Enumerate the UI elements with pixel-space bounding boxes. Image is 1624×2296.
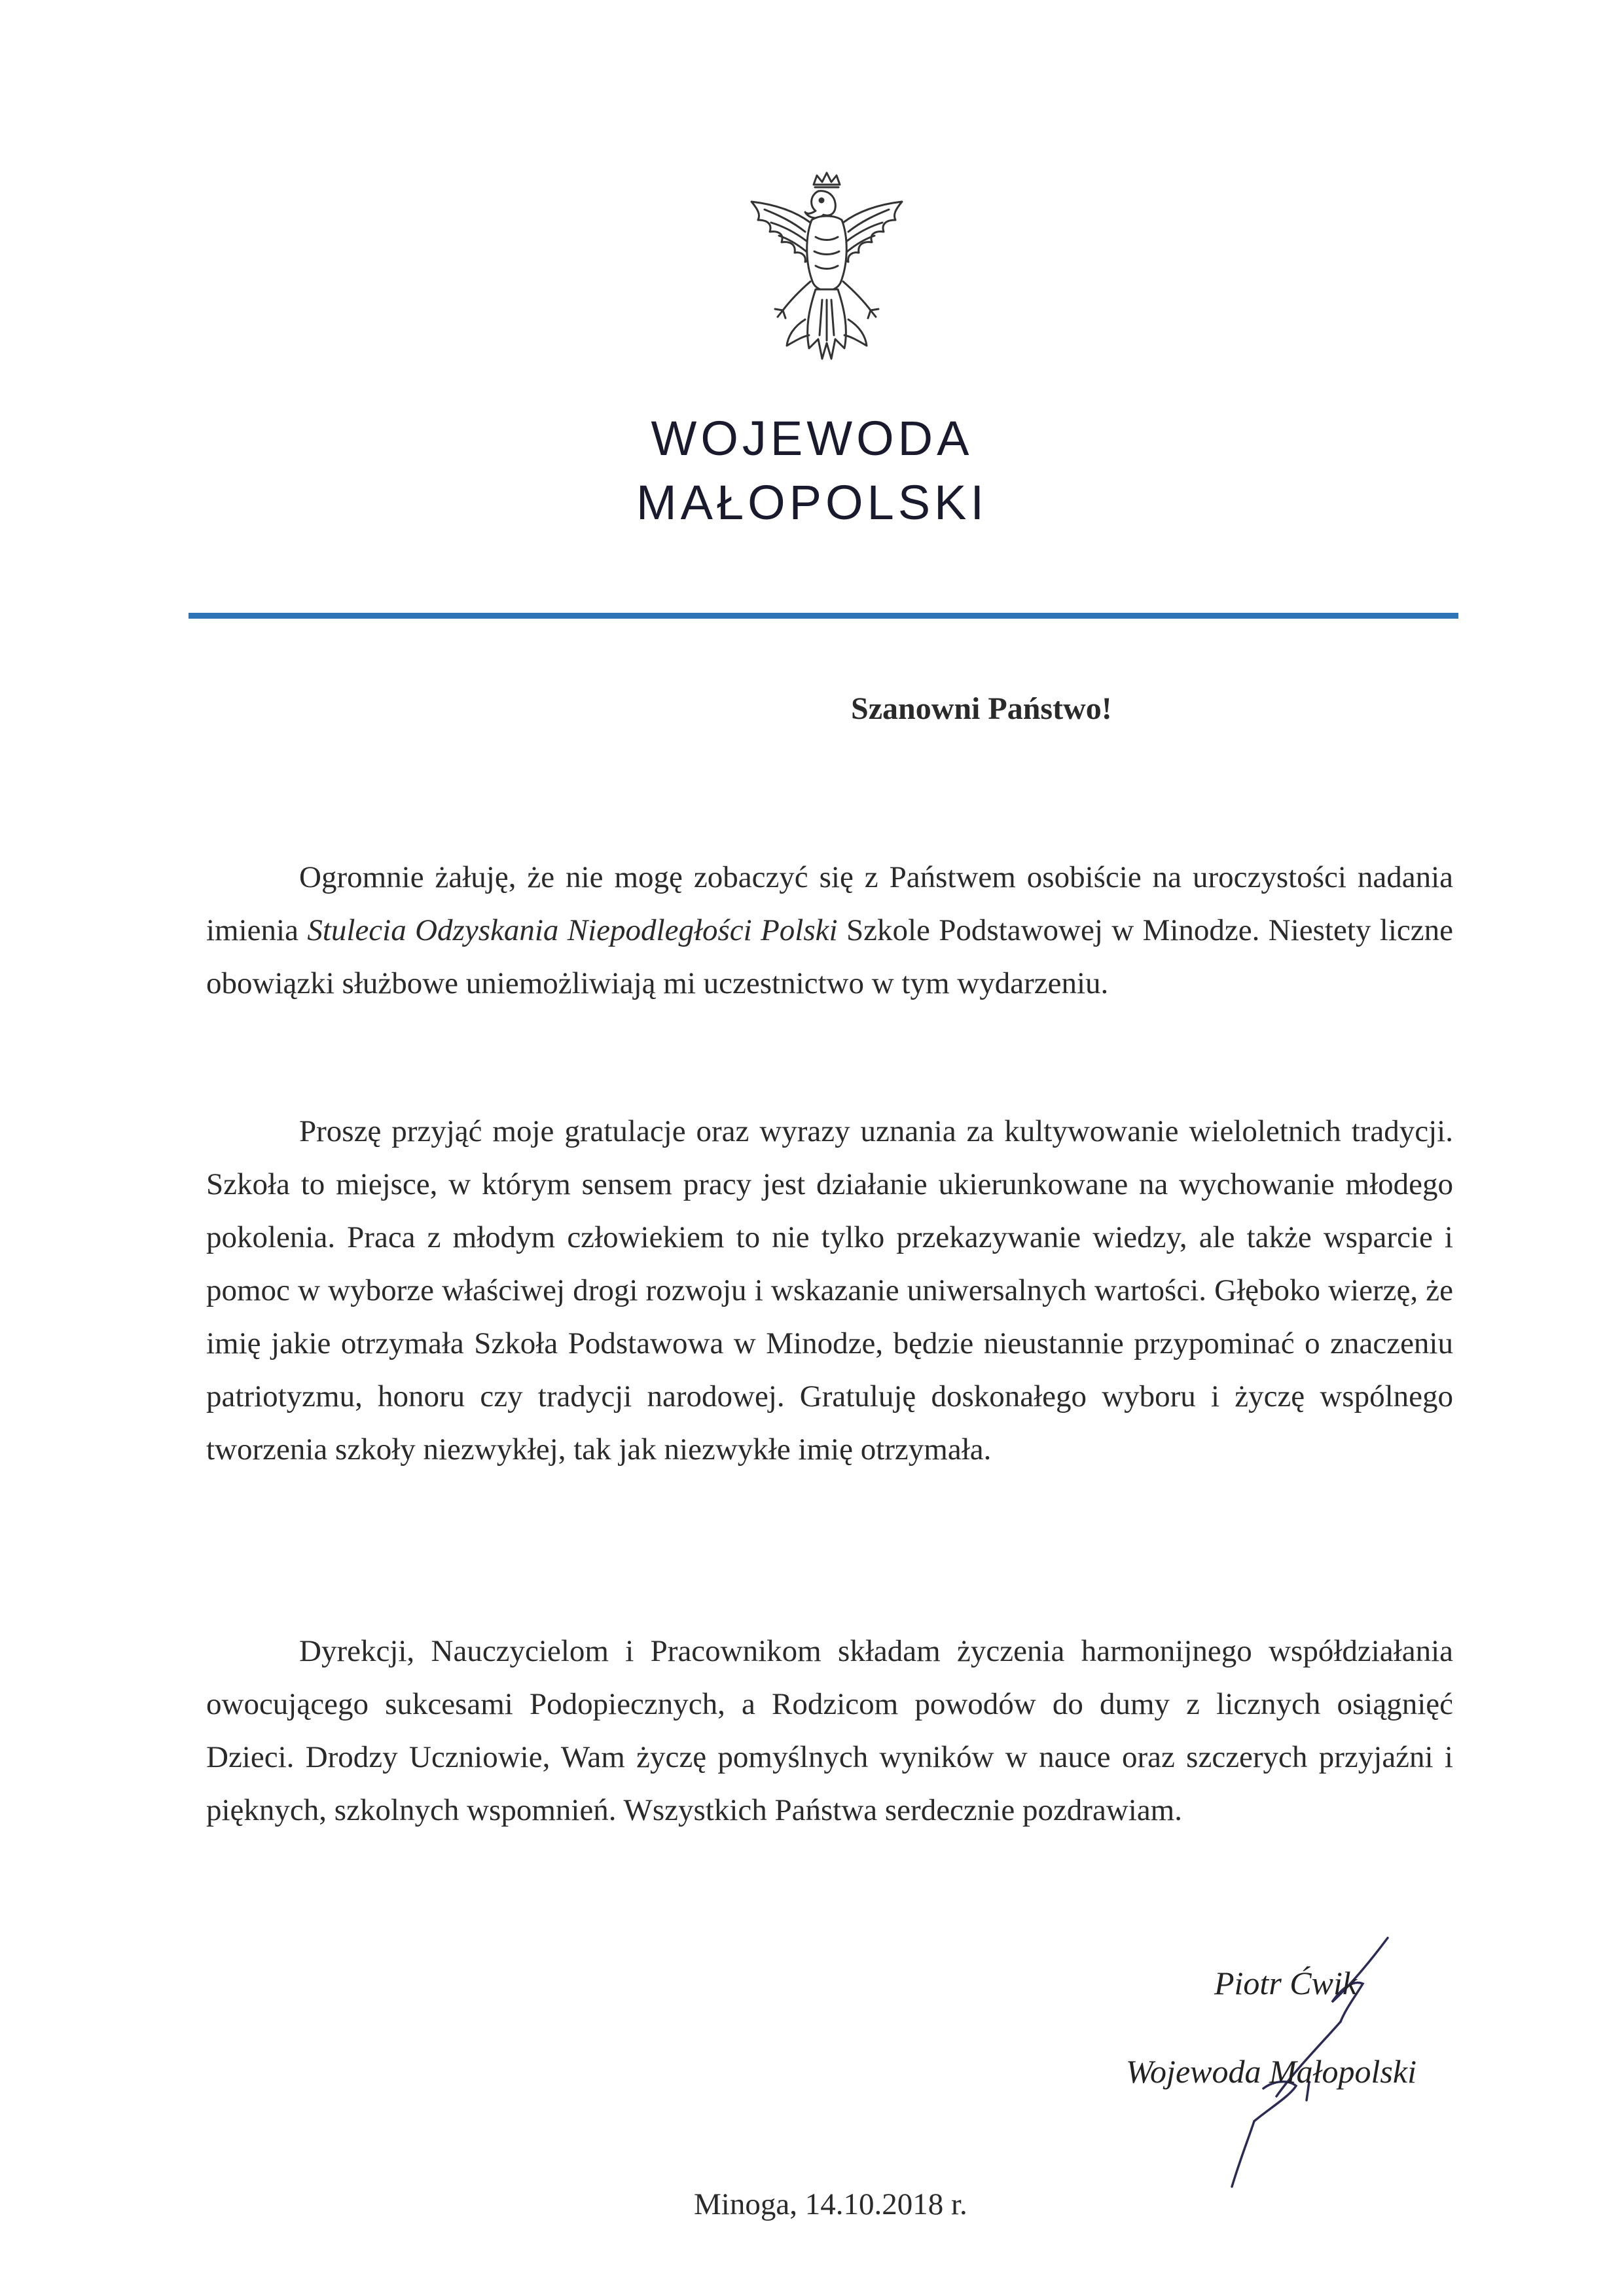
paragraph-1-text-end: Szkole Podstawowej w Minodze. Niestety liczne obowiązki służbowe uniemożliwiają mi uczestnictwo w tym wydarzeniu. — [206, 913, 1453, 1000]
school-name-italic: Stulecia Odzyskania Niepodległości Polski — [307, 913, 838, 947]
salutation: Szanowni Państwo! — [851, 691, 1112, 726]
place-and-date: Minoga, 14.10.2018 r. — [694, 2187, 967, 2221]
paragraph-3: Dyrekcji, Nauczycielom i Pracownikom składam życzenia harmonijnego współdziałania owocującego sukcesami Podopiecznych, a Rodzicom powodów do dumy z licznych osiągnięć Dzieci. Drodzy Uczniowie, Wam życzę pomyślnych wyników w nauce oraz szczerych przyjaźni i pięknych, szkolnych wspomnień. Wszystkich Państwa serdecznie pozdrawiam. — [206, 1634, 1453, 1827]
header-divider — [189, 613, 1458, 619]
white-eagle-emblem-icon — [732, 172, 922, 381]
paragraph-1-text-start: Ogromnie żałuję, że nie mogę zobaczyć się z Państwem osobiście na uroczystości nadania imienia — [206, 860, 1453, 947]
paragraph-2: Proszę przyjąć moje gratulacje oraz wyrazy uznania za kultywowanie wieloletnich tradycji. Szkoła to miejsce, w którym sensem pracy jest działanie ukierunkowane na wychowanie młodego pokolenia. Praca z młodym człowiekiem to nie tylko przekazywanie wiedzy, ale także wsparcie i pomoc w wyborze właściwej drogi rozwoju i wskazanie uniwersalnych wartości. Głęboko wierzę, że imię jakie otrzymała Szkoła Podstawowa w Minodze, będzie nieustannie przypominać o znaczeniu patriotyzmu, honoru czy tradycji narodowej. Gratuluję doskonałego wyboru i życzę wspólnego tworzenia szkoły niezwykłej, tak jak niezwykłe imię otrzymała. — [206, 1114, 1453, 1467]
office-title-line2: MAŁOPOLSKI — [636, 475, 988, 530]
office-title-line1: WOJEWODA — [651, 411, 973, 465]
signatory-role: Wojewoda Małopolski — [1126, 2053, 1416, 2090]
signatory-name: Piotr Ćwik — [1214, 1965, 1358, 2001]
paragraph-1 — [206, 851, 1453, 1010]
